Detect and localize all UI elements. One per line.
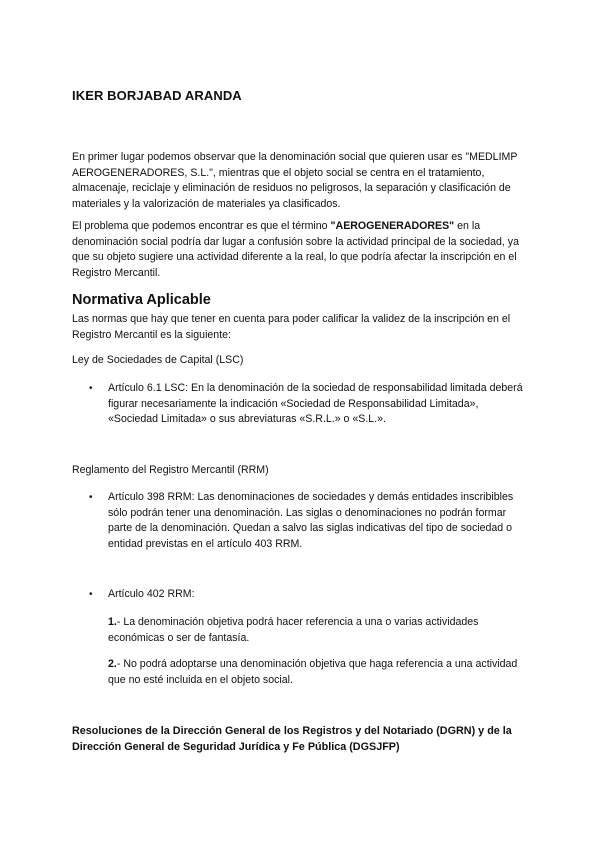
sub-2-number: 2. [108,658,117,670]
sub-1-text: - La denominación objetiva podrá hacer referencia a una o varias actividades económicas o ser de fantasía. [108,616,479,644]
section-heading: Normativa Aplicable [72,292,211,308]
sub-1-number: 1. [108,616,117,628]
resoluciones-heading: Resoluciones de la Dirección General de los Registros y del Notariado (DGRN) y de la Dirección General de Seguridad Jurídica y Fe Pública (DGSJFP) [72,725,512,753]
rrm-402-sub-2 [108,657,528,688]
author-name: IKER BORJABAD ARANDA [72,88,242,103]
paragraph-problema [72,219,528,281]
paragraph-problema-before: El problema que podemos encontrar es que el término [72,220,331,232]
paragraph-problema-term: "AEROGENERADORES" [330,220,455,232]
rrm-402-sub-1 [108,615,528,646]
bullet-icon: • [89,589,93,600]
rrm-article-398: Artículo 398 RRM: Las denominaciones de sociedades y demás entidades inscribibles sólo podrán tener una denominación. Las siglas o denominaciones no podrán formar parte de la denominación. Quedan a salvo las siglas indicativas del tipo de sociedad o entidad previstas en el artículo 403 RRM. [108,491,514,550]
sub-2-text: - No podrá adoptarse una denominación objetiva que haga referencia a una actividad que no esté incluida en el objeto social. [108,658,518,686]
lsc-label: Ley de Sociedades de Capital (LSC) [72,354,244,366]
paragraph-denominacion: En primer lugar podemos observar que la denominación social que quieren usar es "MEDLIMP AEROGENERADORES, S.L.", mientras que el objeto social se centra en el tratamiento, almacenaje, reciclaje y eliminación de residuos no peligrosos, la separación y clasificación de materiales y la valorización de materiales ya clasificados. [72,151,518,210]
bullet-icon: • [89,383,93,394]
rrm-article-402: Artículo 402 RRM: [108,588,195,600]
lsc-article-6-1: Artículo 6.1 LSC: En la denominación de la sociedad de responsabilidad limitada deberá figurar necesariamente la indicación «Sociedad de Responsabilidad Limitada», «Sociedad Limitada» o sus abreviaturas «S.R.L.» o «S.L.». [108,382,523,425]
section-intro: Las normas que hay que tener en cuenta para poder calificar la validez de la inscripción en el Registro Mercantil es la siguiente: [72,313,511,341]
rrm-label: Reglamento del Registro Mercantil (RRM) [72,464,269,476]
bullet-icon: • [89,492,93,503]
paragraph-problema-after: en la denominación social podría dar lugar a confusión sobre la actividad principal de la sociedad, ya que su objeto sugiere una actividad diferente a la real, lo que podría afectar la inscripción en el Registro Mercantil. [72,220,519,279]
